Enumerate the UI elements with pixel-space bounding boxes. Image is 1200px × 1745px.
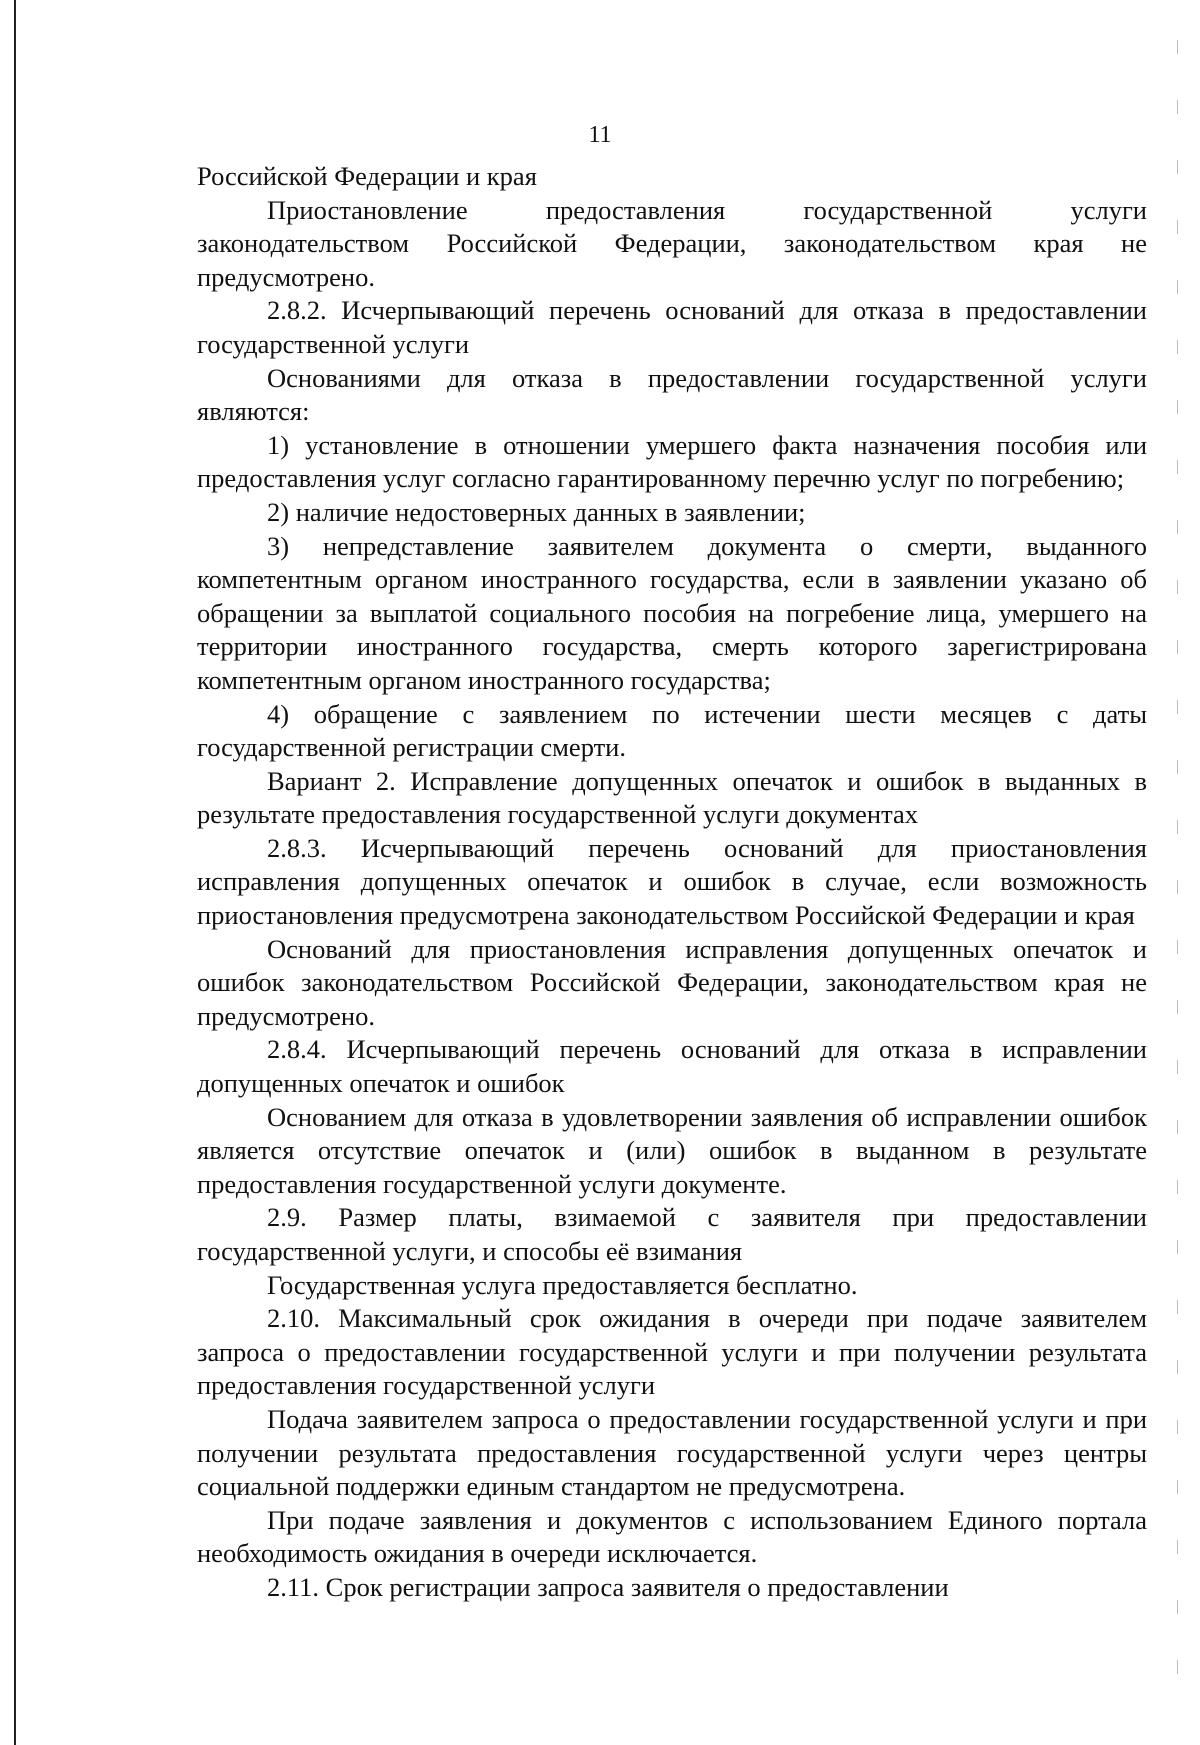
paragraph: Оснований для приостановления исправления допущенных опечаток и ошибок законодательством Российской Федерации, законодательством края не предусмотрено. [197,933,1147,1031]
paragraph: Основанием для отказа в удовлетворении заявления об исправлении ошибок является отсутствие опечаток и (или) ошибок в выданном в результате предоставления государственной услуги документе. [197,1101,1147,1199]
list-item: 4) обращение с заявлением по истечении шести месяцев с даты государственной регистрации смерти. [197,698,1147,763]
list-item: 2) наличие недостоверных данных в заявлении; [267,496,806,527]
paragraph: При подаче заявления и документов с использованием Единого портала необходимость ожидания в очереди исключается. [197,1504,1147,1569]
scan-edge-left [14,0,16,1745]
document-body [197,160,1147,1605]
scan-edge-right [1177,40,1178,1700]
section-heading-2-8-2: 2.8.2. Исчерпывающий перечень оснований для отказа в предоставлении государственной услуги [197,295,1147,359]
list-item: 3) непредставление заявителем документа о смерти, выданного компетентным органом иностранного государства, если в заявлении указано об обращении за выплатой социального пособия на погребение лица, умершего на территории иностранного государства, смерть которого зарегистрирована компетентным органом иностранного государства; [197,530,1147,695]
page-number: 11 [588,122,612,148]
section-heading-2-8-4: 2.8.4. Исчерпывающий перечень оснований для отказа в исправлении допущенных опечаток и ошибок [197,1034,1147,1099]
paragraph-continuation: Российской Федерации и края [197,161,537,191]
paragraph: Основаниями для отказа в предоставлении государственной услуги являются: [197,362,1147,427]
section-heading-2-11: 2.11. Срок регистрации запроса заявителя о предоставлении [267,1571,949,1602]
variant-heading: Вариант 2. Исправление допущенных опечаток и ошибок в выданных в результате предоставления государственной услуги документах [197,765,1147,830]
paragraph: Государственная услуга предоставляется бесплатно. [267,1269,858,1300]
section-heading-2-10: 2.10. Максимальный срок ожидания в очереди при подаче заявителем запроса о предоставлении государственной услуги и при получении результата предоставления государственной услуги [197,1303,1147,1401]
section-heading-2-8-3: 2.8.3. Исчерпывающий перечень оснований для приостановления исправления допущенных опечаток и ошибок в случае, если возможность приостановления предусмотрена законодательством Российской Федерации и края [197,832,1147,931]
list-item: 1) установление в отношении умершего факта назначения пособия или предоставления услуг согласно гарантированному перечню услуг по погребению; [197,429,1147,494]
paragraph: Приостановление предоставления государственной услуги законодательством Российской Федерации, законодательством края не предусмотрено. [197,194,1147,292]
paragraph: Подача заявителем запроса о предоставлении государственной услуги и при получении результата предоставления государственной услуги через центры социальной поддержки единым стандартом не предусмотрена. [197,1403,1147,1502]
section-heading-2-9: 2.9. Размер платы, взимаемой с заявителя при предоставлении государственной услуги, и способы её взимания [197,1202,1147,1266]
